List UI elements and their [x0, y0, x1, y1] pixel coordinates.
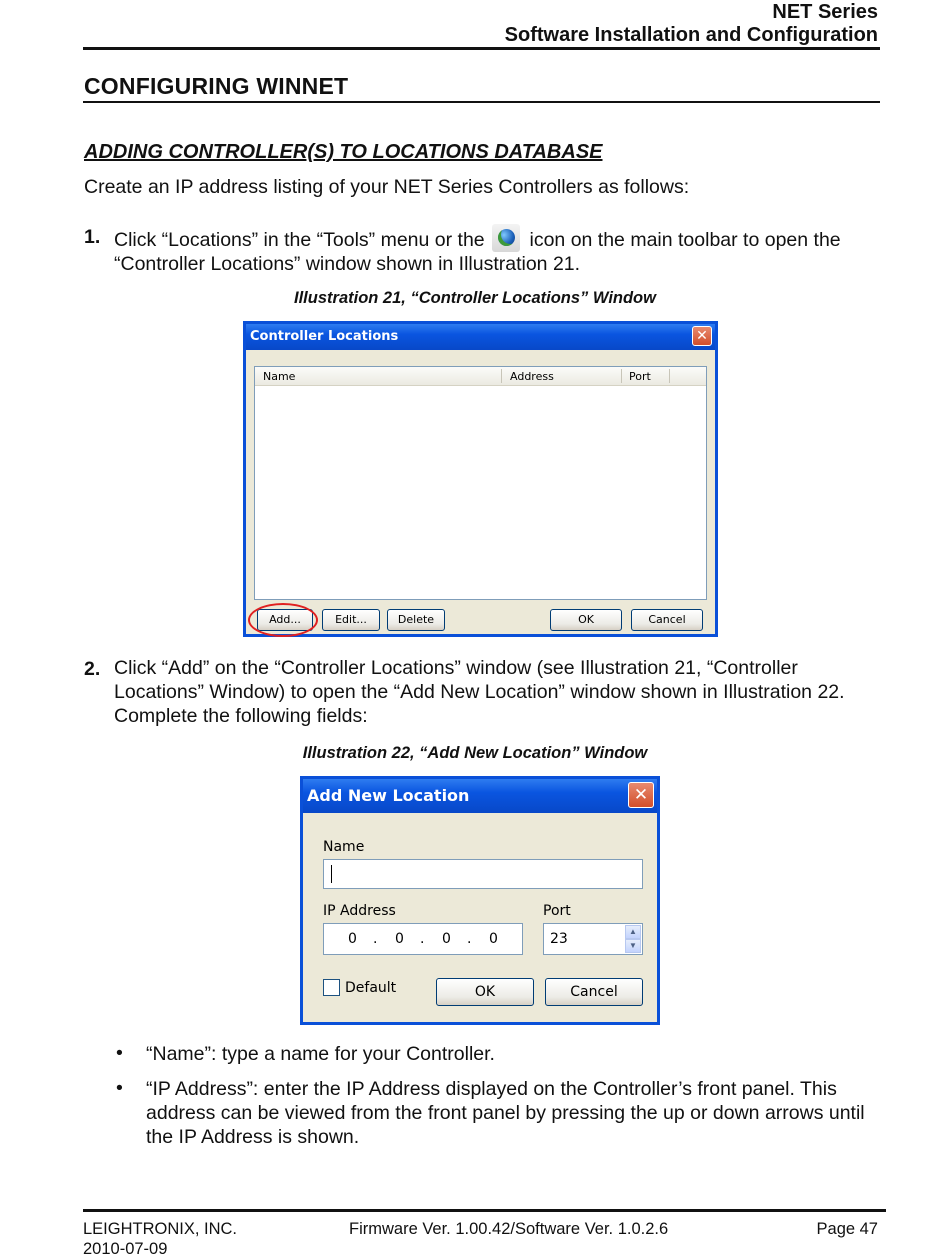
header-section: Software Installation and Configuration: [504, 24, 878, 46]
step-1-number: 1.: [84, 226, 101, 248]
column-port[interactable]: Port: [629, 370, 651, 383]
column-address[interactable]: Address: [510, 370, 554, 383]
footer-rule: [83, 1209, 886, 1212]
footer-version: Firmware Ver. 1.00.42/Software Ver. 1.0.2.6: [349, 1220, 669, 1238]
add-button[interactable]: Add...: [257, 609, 313, 631]
step-2-number: 2.: [84, 658, 101, 680]
close-icon[interactable]: ✕: [628, 782, 654, 808]
column-name[interactable]: Name: [263, 370, 296, 383]
controller-locations-titlebar: [246, 324, 715, 350]
port-value[interactable]: 23: [550, 931, 568, 947]
default-label: Default: [345, 980, 397, 996]
add-new-location-titlebar: [303, 779, 657, 813]
ip-octet-4[interactable]: 0: [489, 931, 498, 947]
footer-company: LEIGHTRONIX, INC.: [83, 1220, 238, 1238]
locations-list-header: [255, 367, 706, 386]
header-series: NET Series: [772, 1, 878, 23]
cancel-button[interactable]: Cancel: [631, 609, 703, 631]
edit-button[interactable]: Edit...: [322, 609, 380, 631]
chevron-down-icon[interactable]: ▼: [625, 939, 641, 953]
add-button-highlight: [248, 603, 318, 637]
cancel-button[interactable]: Cancel: [545, 978, 643, 1006]
ok-button[interactable]: OK: [550, 609, 622, 631]
step-2-text: Click “Add” on the “Controller Locations” window (see Illustration 21, “Controller Locations” Window) to open the “Add New Location” window shown in Illustration 22. Complete the following fields:: [114, 657, 845, 727]
step-1-text: [114, 224, 874, 276]
ip-octet-3[interactable]: 0: [442, 931, 451, 947]
close-icon[interactable]: ✕: [692, 326, 712, 346]
chevron-up-icon[interactable]: ▲: [625, 925, 641, 939]
controller-locations-title: Controller Locations: [250, 329, 399, 344]
bullet-ip-address: “IP Address”: enter the IP Address displayed on the Controller’s front panel. This address can be viewed from the front panel by pressing the up or down arrows until the IP Address is shown.: [146, 1078, 865, 1148]
locations-list[interactable]: [254, 366, 707, 600]
add-new-location-title: Add New Location: [307, 786, 470, 805]
name-input[interactable]: [323, 859, 643, 889]
ok-button[interactable]: OK: [436, 978, 534, 1006]
bullet-dot: •: [116, 1042, 123, 1064]
default-checkbox[interactable]: [323, 979, 340, 996]
ip-octet-1[interactable]: 0: [348, 931, 357, 947]
add-new-location-window: [300, 776, 660, 1025]
header-rule: [83, 47, 880, 50]
intro-text: Create an IP address listing of your NET Series Controllers as follows:: [84, 176, 690, 198]
delete-button[interactable]: Delete: [387, 609, 445, 631]
footer-date: 2010-07-09: [83, 1240, 168, 1258]
port-label: Port: [543, 903, 571, 919]
port-stepper[interactable]: [543, 923, 643, 955]
bullet-name: “Name”: type a name for your Controller.: [146, 1043, 495, 1065]
title-rule: [83, 101, 880, 103]
locations-globe-icon: [492, 224, 520, 252]
illustration-21-caption: Illustration 21, “Controller Locations” Window: [294, 289, 656, 307]
name-label: Name: [323, 839, 365, 855]
illustration-22-caption: Illustration 22, “Add New Location” Window: [302, 744, 648, 762]
bullet-dot: •: [116, 1077, 123, 1099]
ip-octet-2[interactable]: 0: [395, 931, 404, 947]
footer-page-number: Page 47: [816, 1220, 878, 1238]
ip-address-label: IP Address: [323, 903, 396, 919]
step-1-text-after: icon on the main toolbar to open the “Controller Locations” window shown in Illustration 21.: [114, 229, 841, 275]
step-1-text-before: Click “Locations” in the “Tools” menu or the: [114, 229, 485, 251]
page-title: CONFIGURING WINNET: [84, 73, 349, 99]
section-subheading: ADDING CONTROLLER(S) TO LOCATIONS DATABASE: [84, 141, 603, 163]
controller-locations-window: [243, 321, 718, 637]
text-cursor: [331, 865, 332, 883]
ip-address-input[interactable]: 0 . 0 . 0 . 0: [323, 923, 523, 955]
